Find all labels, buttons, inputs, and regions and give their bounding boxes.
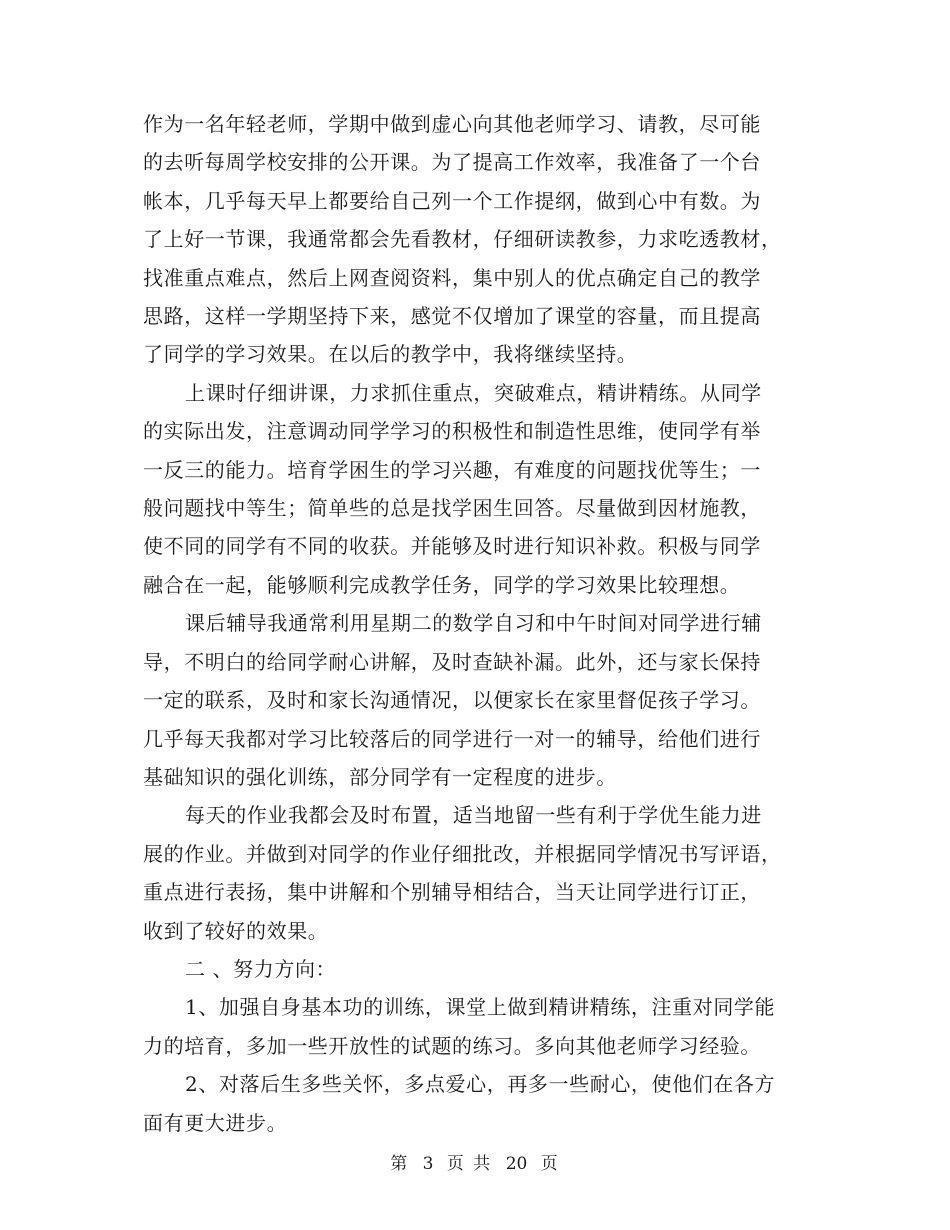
text-line: 上课时仔细讲课，力求抓住重点，突破难点，精讲精练。从同学 — [185, 380, 762, 405]
paragraph — [143, 950, 808, 988]
text-line: 了同学的学习效果。在以后的教学中，我将继续坚持。 — [143, 342, 638, 367]
text-line: 思路，这样一学期坚持下来，感觉不仅增加了课堂的容量，而且提高 — [143, 304, 761, 329]
text-line: 收到了较好的效果。 — [143, 918, 329, 943]
paragraph — [143, 374, 808, 604]
text-line: 使不同的同学有不同的收获。并能够及时进行知识补救。积极与同学 — [143, 534, 761, 559]
footer-middle: 页 共 — [446, 1154, 493, 1174]
text-line: 面有更大进步。 — [143, 1110, 288, 1135]
text-line: 导，不明白的给同学耐心讲解，及时查缺补漏。此外，还与家长保持 — [143, 649, 761, 674]
footer-prefix: 第 — [390, 1154, 410, 1174]
text-line: 般问题找中等生；简单些的总是找学困生回答。尽量做到因材施教， — [143, 496, 761, 521]
text-line: 了上好一节课，我通常都会先看教材，仔细研读教参，力求吃透教材， — [143, 227, 782, 252]
text-line: 一反三的能力。培育学困生的学习兴趣，有难度的问题找优等生；一 — [143, 457, 761, 482]
page-footer — [0, 1152, 950, 1176]
text-line: 作为一名年轻老师，学期中做到虚心向其他老师学习、请教，尽可能 — [143, 112, 761, 136]
text-line: 2、对落后生多些关怀，多点爱心，再多一些耐心，使他们在各方 — [185, 1072, 776, 1097]
text-line: 力的培育，多加一些开放性的试题的练习。多向其他老师学习经验。 — [143, 1033, 761, 1058]
text-line: 每天的作业我都会及时布置，适当地留一些有利于学优生能力进 — [185, 803, 762, 828]
text-line: 重点进行表扬，集中讲解和个别辅导相结合，当天让同学进行订正， — [143, 880, 761, 905]
text-line: 帐本，几乎每天早上都要给自己列一个工作提纲，做到心中有数。为 — [143, 188, 761, 213]
paragraph — [143, 604, 808, 796]
paragraph — [143, 988, 808, 1065]
text-line: 的去听每周学校安排的公开课。为了提高工作效率，我准备了一个台 — [143, 150, 761, 175]
paragraph — [143, 105, 808, 374]
text-line: 展的作业。并做到对同学的作业仔细批改，并根据同学情况书写评语， — [143, 841, 782, 866]
text-line: 1、加强自身基本功的训练，课堂上做到精讲精练，注重对同学能 — [185, 995, 776, 1020]
text-line: 课后辅导我通常利用星期二的数学自习和中午时间对同学进行辅 — [185, 611, 762, 636]
paragraph — [143, 1065, 808, 1142]
text-line: 一定的联系，及时和家长沟通情况，以便家长在家里督促孩子学习。 — [143, 688, 761, 713]
document-body — [143, 105, 808, 1142]
text-line: 基础知识的强化训练，部分同学有一定程度的进步。 — [143, 764, 617, 789]
text-line: 找准重点难点，然后上网查阅资料，集中别人的优点确定自己的教学 — [143, 265, 761, 290]
paragraph — [143, 796, 808, 950]
text-line: 的实际出发，注意调动同学学习的积极性和制造性思维，使同学有举 — [143, 419, 761, 444]
footer-total-pages: 20 — [505, 1154, 528, 1174]
footer-page-number: 3 — [422, 1154, 434, 1174]
text-line: 二 、努力方向： — [185, 956, 337, 981]
footer-suffix: 页 — [540, 1154, 560, 1174]
text-line: 融合在一起，能够顺利完成教学任务，同学的学习效果比较理想。 — [143, 572, 741, 597]
text-line: 几乎每天我都对学习比较落后的同学进行一对一的辅导，给他们进行 — [143, 726, 761, 751]
